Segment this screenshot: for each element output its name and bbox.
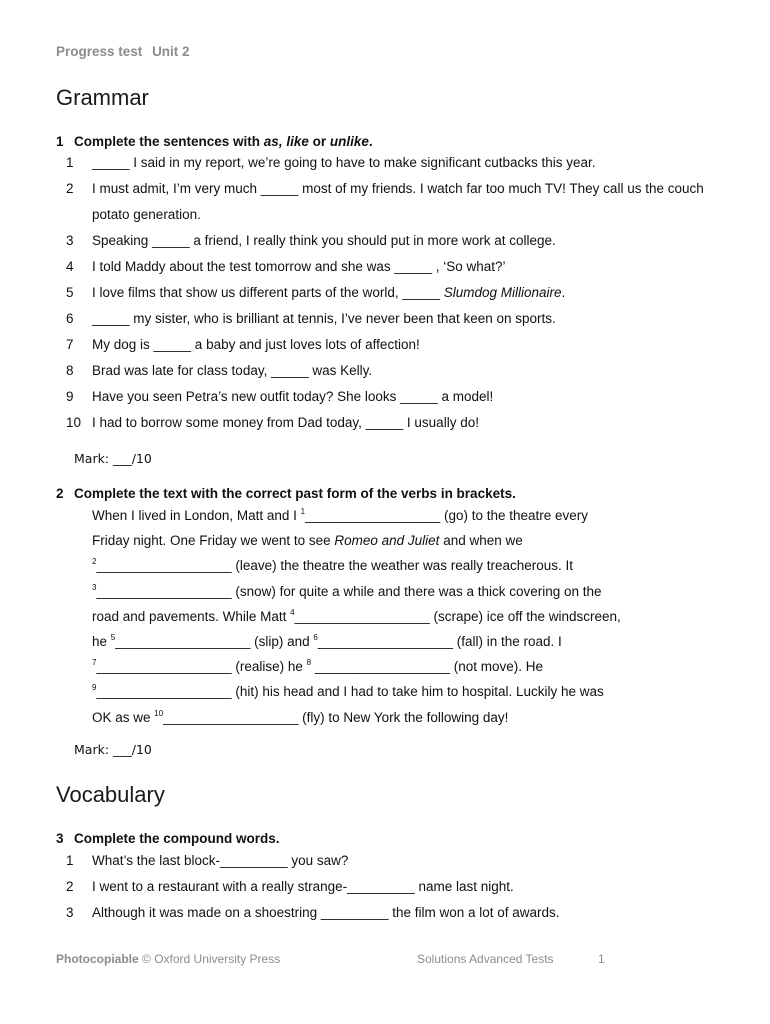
gap-number: 7 xyxy=(92,658,97,668)
item-text: _____ my sister, who is brilliant at tennis, I’ve never been that keen on sports. xyxy=(92,311,556,326)
item-text: I went to a restaurant with a really strange-_________ name last night. xyxy=(92,879,514,894)
list-item xyxy=(56,176,716,228)
item-number: 5 xyxy=(66,285,74,300)
page-header xyxy=(56,44,190,59)
gap-number: 2 xyxy=(92,557,97,567)
play-title: Romeo and Juliet xyxy=(334,533,440,549)
item-text-part: . xyxy=(561,285,566,300)
gap-3: __________________ (snow) for quite a while and there was a thick covering on the xyxy=(96,583,602,599)
text-line xyxy=(92,705,712,730)
instruction-word: as, like xyxy=(263,134,309,149)
gap-number: 6 xyxy=(313,633,318,643)
question-1-heading xyxy=(56,134,373,149)
instruction-text: Complete the text with the correct past form of the verbs in brackets. xyxy=(74,486,516,501)
text-part: When I lived in London, Matt and I xyxy=(92,508,301,523)
gap-7: __________________ (realise) he xyxy=(96,659,307,675)
item-text-part: I love films that show us different parts of the world, _____ xyxy=(92,285,444,300)
instruction-text: . xyxy=(368,134,373,149)
list-item xyxy=(56,410,716,436)
item-text: I had to borrow some money from Dad today, _____ I usually do! xyxy=(92,415,479,430)
item-text: I must admit, I’m very much _____ most of my friends. I watch far too much TV! They call us the couch potato generation. xyxy=(92,181,704,222)
gap-1: __________________ (go) to the theatre every xyxy=(305,508,589,523)
item-text: Brad was late for class today, _____ was Kelly. xyxy=(92,363,373,378)
item-number: 10 xyxy=(66,415,82,430)
gap-number: 5 xyxy=(110,633,116,643)
question-1-items xyxy=(56,150,716,436)
text-part: he xyxy=(92,634,111,650)
instruction-text: or xyxy=(308,134,330,149)
gap-number: 3 xyxy=(92,582,97,592)
instruction-text: Complete the sentences with xyxy=(74,134,264,149)
item-number: 2 xyxy=(66,879,74,894)
list-item xyxy=(56,900,716,926)
gap-number: 9 xyxy=(92,683,97,693)
text-line xyxy=(92,629,712,654)
gap-8: __________________ (not move). He xyxy=(311,659,544,675)
question-3-items xyxy=(56,848,716,926)
question-2-text xyxy=(92,503,712,730)
item-text: Have you seen Petra’s new outfit today? She looks _____ a model! xyxy=(92,389,494,404)
question-2-mark: Mark: ___/10 xyxy=(74,742,152,757)
text-line xyxy=(92,604,712,629)
question-2-heading xyxy=(56,486,516,501)
text-line xyxy=(92,579,712,604)
question-number: 1 xyxy=(56,134,64,149)
instruction-text: Complete the compound words. xyxy=(74,831,280,846)
item-number: 3 xyxy=(66,233,74,248)
text-part: road and pavements. While Matt xyxy=(92,608,291,624)
header-unit: Unit 2 xyxy=(152,44,190,59)
text-line xyxy=(92,679,712,704)
list-item xyxy=(56,254,716,280)
page-number: 1 xyxy=(598,952,605,966)
item-text: What’s the last block-_________ you saw? xyxy=(92,853,349,868)
list-item xyxy=(56,358,716,384)
item-text: Speaking _____ a friend, I really think you should put in more work at college. xyxy=(92,233,556,248)
item-number: 8 xyxy=(66,363,74,378)
text-part: Friday night. One Friday we went to see xyxy=(92,533,335,549)
publisher: © Oxford University Press xyxy=(142,952,281,966)
question-1-mark: Mark: ___/10 xyxy=(74,451,152,466)
gap-5: __________________ (slip) and xyxy=(115,634,314,650)
list-item xyxy=(56,150,716,176)
question-3-heading xyxy=(56,831,280,846)
header-title: Progress test xyxy=(56,44,143,59)
item-number: 1 xyxy=(66,155,74,170)
item-number: 2 xyxy=(66,181,74,196)
list-item xyxy=(56,848,716,874)
gap-4: __________________ (scrape) ice off the windscreen, xyxy=(294,608,621,624)
item-text xyxy=(92,280,716,306)
text-line xyxy=(92,553,712,578)
item-text: _____ I said in my report, we’re going to have to make significant cutbacks this year. xyxy=(92,155,596,170)
list-item xyxy=(56,874,716,900)
question-number: 3 xyxy=(56,831,64,846)
list-item xyxy=(56,384,716,410)
item-number: 7 xyxy=(66,337,74,352)
gap-number: 10 xyxy=(154,708,164,718)
vocabulary-section-title: Vocabulary xyxy=(56,782,165,807)
gap-6: __________________ (fall) in the road. I xyxy=(317,634,562,650)
gap-10: __________________ (fly) to New York the following day! xyxy=(163,709,509,725)
list-item xyxy=(56,228,716,254)
item-text: My dog is _____ a baby and just loves lots of affection! xyxy=(92,337,420,352)
text-part: OK as we xyxy=(92,709,155,725)
text-line xyxy=(92,503,712,528)
item-number: 6 xyxy=(66,311,74,326)
list-item xyxy=(56,306,716,332)
item-number: 4 xyxy=(66,259,74,274)
gap-2: __________________ (leave) the theatre the weather was really treacherous. It xyxy=(96,558,574,574)
item-number: 1 xyxy=(66,853,74,868)
gap-number: 8 xyxy=(306,658,312,668)
list-item xyxy=(56,280,716,306)
item-text: Although it was made on a shoestring _________ the film won a lot of awards. xyxy=(92,905,560,920)
question-number: 2 xyxy=(56,486,64,501)
list-item xyxy=(56,332,716,358)
item-number: 3 xyxy=(66,905,74,920)
text-line xyxy=(92,528,712,553)
text-part: and when we xyxy=(439,533,523,549)
instruction-word: unlike xyxy=(329,134,369,149)
film-title: Slumdog Millionaire xyxy=(443,285,562,300)
gap-9: __________________ (hit) his head and I had to take him to hospital. Luckily he was xyxy=(96,684,604,700)
gap-number: 1 xyxy=(300,507,306,516)
gap-number: 4 xyxy=(290,607,295,617)
footer-copyright xyxy=(56,952,280,966)
footer-series: Solutions Advanced Tests xyxy=(417,952,554,966)
text-line xyxy=(92,654,712,679)
photocopiable-label: Photocopiable xyxy=(56,952,139,966)
item-text: I told Maddy about the test tomorrow and she was _____ , ‘So what?’ xyxy=(92,259,506,274)
item-number: 9 xyxy=(66,389,74,404)
grammar-section-title: Grammar xyxy=(56,85,149,110)
